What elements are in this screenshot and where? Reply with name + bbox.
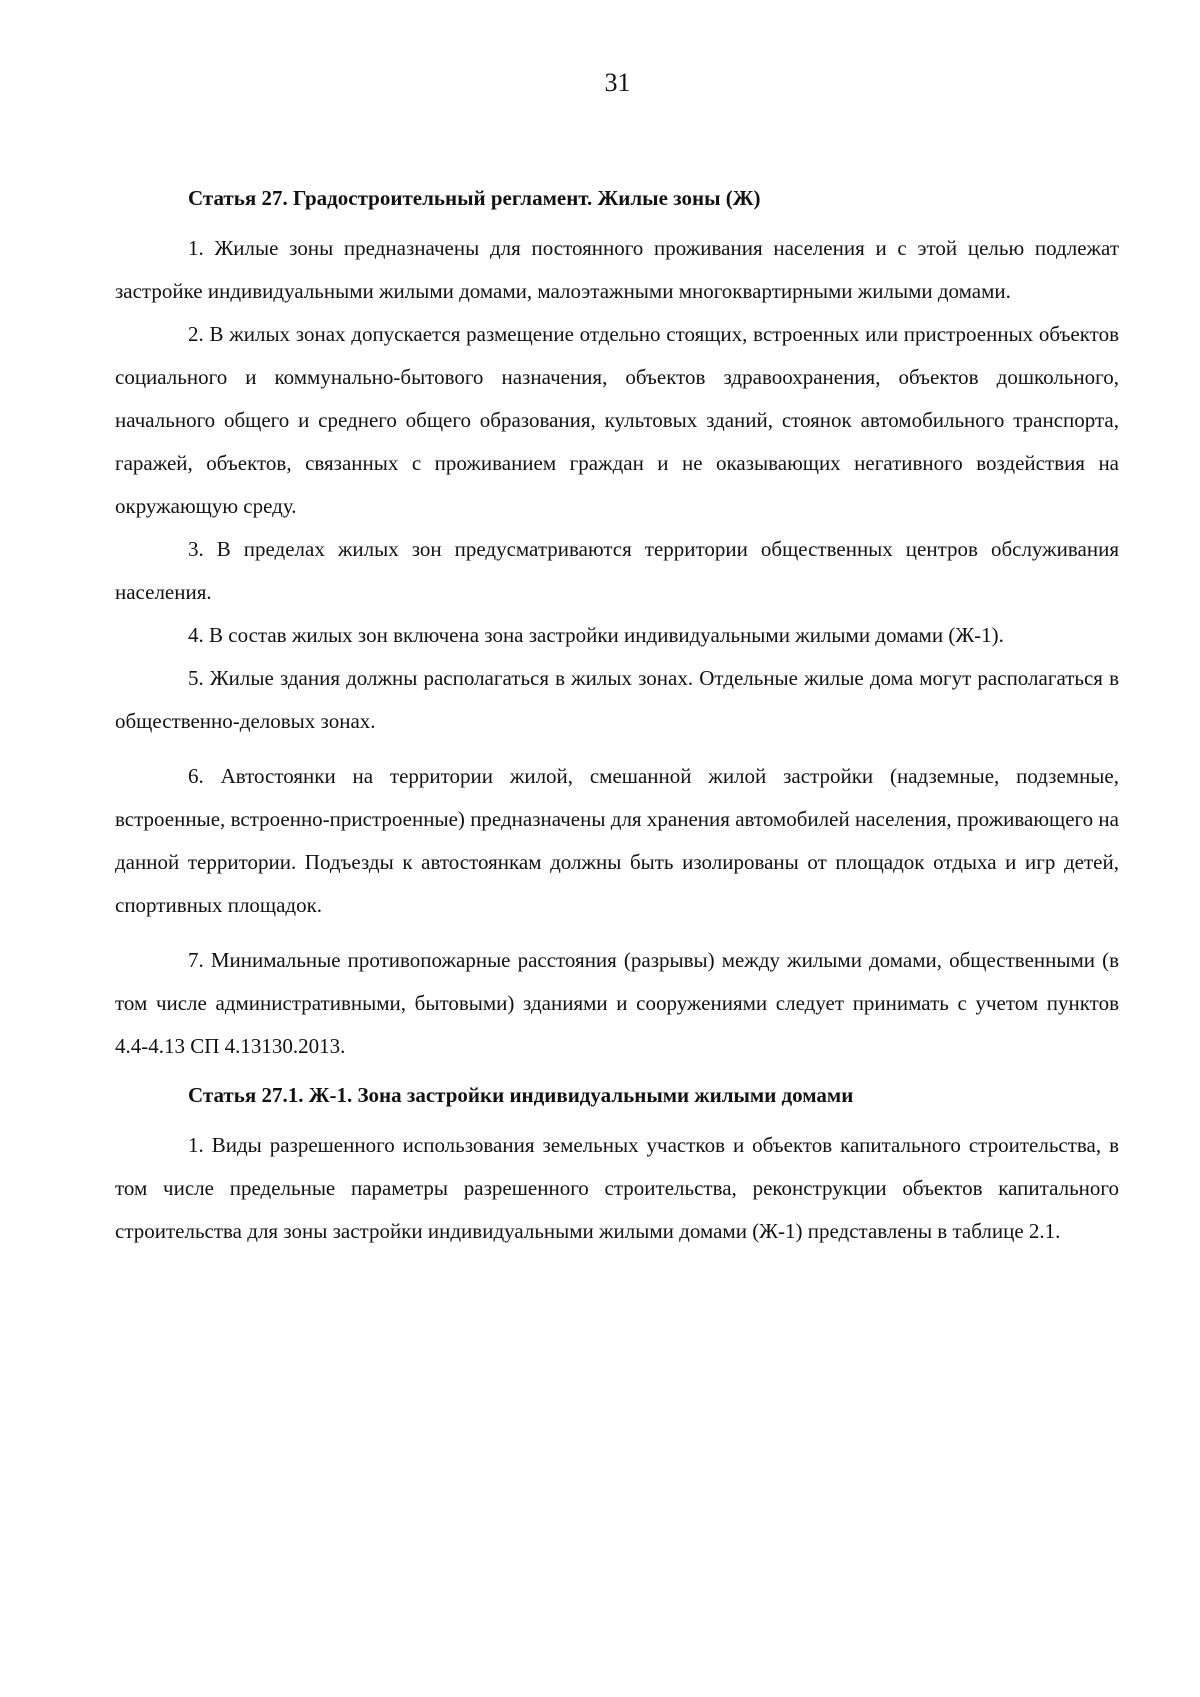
article-27-heading: Статья 27. Градостроительный регламент. Жилые зоны (Ж) [188,186,761,210]
article-27-paragraph-1: 1. Жилые зоны предназначены для постоянного проживания населения и с этой целью подлежат застройке индивидуальными жилыми домами, малоэтажными многоквартирными жилыми домами. [115,236,1119,303]
article-27-paragraph-4: 4. В состав жилых зон включена зона застройки индивидуальными жилыми домами (Ж-1). [188,623,1004,647]
article-27-paragraph-3: 3. В пределах жилых зон предусматриваются территории общественных центров обслуживания населения. [115,537,1119,604]
paragraph-spacer [115,743,1119,755]
article-27-paragraph-7: 7. Минимальные противопожарные расстояния (разрывы) между жилыми домами, общественными (в том числе административными, бытовыми) зданиями и сооружениями следует принимать с учетом пунктов 4.4-4.13 СП 4.13130.2013. [115,948,1119,1058]
article-27-paragraph-5: 5. Жилые здания должны располагаться в жилых зонах. Отдельные жилые дома могут располагаться в общественно-деловых зонах. [115,666,1119,733]
article-27-1-paragraph-1: 1. Виды разрешенного использования земельных участков и объектов капитального строительства, в том числе предельные параметры разрешенного строительства, реконструкции объектов капитального строительства для зоны застройки индивидуальными жилыми домами (Ж-1) представлены в таблице 2.1. [115,1133,1119,1243]
article-27-paragraph-6: 6. Автостоянки на территории жилой, смешанной жилой застройки (надземные, подземные, встроенные, встроенно-пристроенные) предназначены для хранения автомобилей населения, проживающего на данной территории. Подъезды к автостоянкам должны быть изолированы от площадок отдыха и игр детей, спортивных площадок. [115,764,1119,917]
article-27-paragraph-2: 2. В жилых зонах допускается размещение отдельно стоящих, встроенных или пристроенных объектов социального и коммунально-бытового назначения, объектов здравоохранения, объектов дошкольного, начального общего и среднего общего образования, культовых зданий, стоянок автомобильного транспорта, гаражей, объектов, связанных с проживанием граждан и не оказывающих негативного воздействия на окружающую среду. [115,322,1119,518]
paragraph-spacer [115,927,1119,939]
document-body [115,183,1119,1253]
page-number: 31 [604,68,631,97]
article-27-1-heading: Статья 27.1. Ж-1. Зона застройки индивидуальными жилыми домами [188,1083,854,1107]
